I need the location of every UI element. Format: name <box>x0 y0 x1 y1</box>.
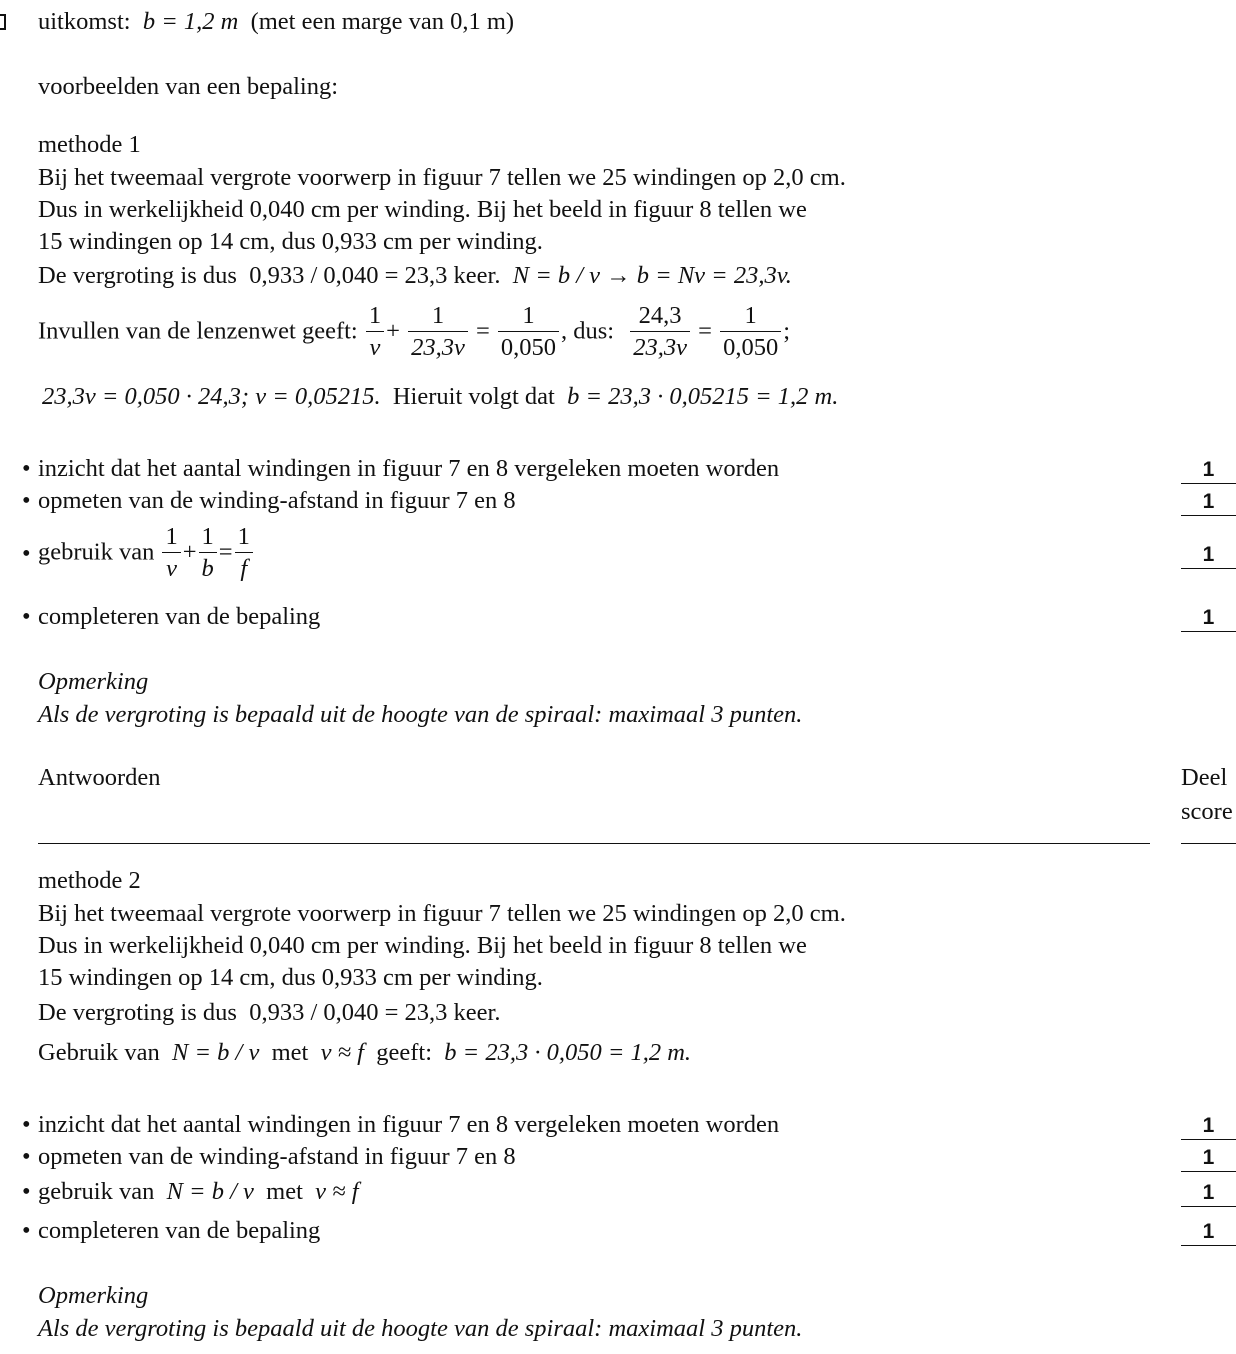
bullet: • <box>22 487 31 514</box>
score-value: 1 <box>1181 1115 1236 1140</box>
fraction: $\frac{1}{23,3v}$ <box>408 303 468 360</box>
fraction: $\frac{1}{b}$ <box>199 524 217 581</box>
method2-vergroting-line <box>38 1001 501 1026</box>
method1-line: 15 windingen op 14 cm, dus 0,933 cm per winding. <box>38 228 543 255</box>
method2-line: Dus in werkelijkheid 0,040 cm per winding. Bij het beeld in figuur 8 tellen we <box>38 932 807 959</box>
fraction: $\frac{24,3}{23,3v}$ <box>630 303 690 360</box>
score-value: 1 <box>1181 491 1236 516</box>
bullet: • <box>22 603 31 630</box>
method1-line: Bij het tweemaal vergrote voorwerp in figuur 7 tellen we 25 windingen op 2,0 cm. <box>38 164 846 191</box>
uitkomst-label: uitkomst: <box>38 8 131 35</box>
method2-line: Bij het tweemaal vergrote voorwerp in figuur 7 tellen we 25 windingen op 2,0 cm. <box>38 900 846 927</box>
fraction: $\frac{1}{v}$ <box>162 524 180 581</box>
criterion-text: opmeten van de winding-afstand in figuur 7 en 8 <box>38 487 516 514</box>
intro-text: voorbeelden van een bepaling: <box>38 73 339 100</box>
fraction: $\frac{1}{v}$ <box>366 303 384 360</box>
vergroting-text: De vergroting is dus <box>38 262 237 289</box>
bullet: • <box>22 455 31 482</box>
criterion-formula: N = b / v <box>166 1178 254 1205</box>
vergroting-text: De vergroting is dus <box>38 999 237 1026</box>
lenzenwet-line: Invullen van de lenzenwet geeft: $\frac{1}{v}$ + $\frac{1}{23,3v}$ = $\frac{1}{0,050}$ , dus: $\frac{24,3}{23,3v}$ = $\frac{1}{0,050}$ ; <box>38 302 790 361</box>
score-divider <box>1181 843 1236 844</box>
score-value: 1 <box>1181 544 1236 569</box>
met-text: met <box>266 1178 303 1205</box>
uitkomst-formula: b = 1,2 m <box>142 8 239 35</box>
criterion-prefix: gebruik van <box>38 538 155 566</box>
method2-line: 15 windingen op 14 cm, dus 0,933 cm per winding. <box>38 964 543 991</box>
criterion-text: completeren van de bepaling <box>38 603 321 630</box>
deel-header: Deel <box>1181 764 1228 791</box>
final-text: Hieruit volgt dat <box>392 383 555 410</box>
checkbox-marker <box>0 14 6 30</box>
method1-vergroting-line <box>38 264 792 289</box>
fraction: $\frac{1}{f}$ <box>235 524 253 581</box>
vergroting-calc: 0,933 / 0,040 = 23,3 keer. <box>249 999 501 1026</box>
criterion-text: inzicht dat het aantal windingen in figuur 7 en 8 vergeleken moeten worden <box>38 1111 780 1138</box>
score-value: 1 <box>1181 1182 1236 1207</box>
method2-gebruik-line <box>38 1041 691 1066</box>
uitkomst-line <box>38 10 514 35</box>
bullet: • <box>22 1178 31 1205</box>
fraction: $\frac{1}{0,050}$ <box>498 303 559 360</box>
antwoorden-header: Antwoorden <box>38 764 161 791</box>
bullet: • <box>22 1217 31 1244</box>
met-text: met <box>271 1039 309 1066</box>
criterion-text: inzicht dat het aantal windingen in figuur 7 en 8 vergeleken moeten worden <box>38 455 780 482</box>
criterion-prefix: gebruik van <box>38 1178 155 1205</box>
score-value: 1 <box>1181 607 1236 632</box>
remark-text: Als de vergroting is bepaald uit de hoogte van de spiraal: maximaal 3 punten. <box>38 1315 803 1342</box>
uitkomst-margin: (met een marge van 0,1 m) <box>250 8 515 35</box>
score-header: score <box>1181 798 1233 825</box>
method1-final-line <box>42 385 838 410</box>
remark-text: Als de vergroting is bepaald uit de hoogte van de spiraal: maximaal 3 punten. <box>38 701 803 728</box>
remark-title: Opmerking <box>38 1282 149 1309</box>
final-result: b = 23,3 · 0,05215 = 1,2 m. <box>567 383 839 410</box>
geeft-text: geeft: <box>376 1039 433 1066</box>
lenzenwet-text: Invullen van de lenzenwet geeft: <box>38 317 358 345</box>
method2-title: methode 2 <box>38 867 141 894</box>
bullet: • <box>22 1143 31 1170</box>
approx-formula: v ≈ f <box>320 1039 364 1066</box>
bullet: • <box>22 1111 31 1138</box>
approx-formula: v ≈ f <box>315 1178 359 1205</box>
bullet: • <box>22 540 31 567</box>
score-value: 1 <box>1181 459 1236 484</box>
score-value: 1 <box>1181 1147 1236 1172</box>
criterion-text: completeren van de bepaling <box>38 1217 321 1244</box>
gebruik-text: Gebruik van <box>38 1039 160 1066</box>
result-formula: b = 23,3 · 0,050 = 1,2 m. <box>444 1039 692 1066</box>
criterion-text: opmeten van de winding-afstand in figuur 7 en 8 <box>38 1143 516 1170</box>
score-value: 1 <box>1181 1221 1236 1246</box>
gebruik-formula: N = b / v <box>172 1039 260 1066</box>
header-divider <box>38 843 1150 844</box>
vergroting-formula: N = b / v → b = Nv = 23,3v. <box>512 262 792 289</box>
final-calc: 23,3v = 0,050 · 24,3; v = 0,05215. <box>42 383 381 410</box>
criterion-gebruik <box>38 1180 359 1205</box>
vergroting-calc: 0,933 / 0,040 = 23,3 keer. <box>249 262 501 289</box>
remark-title: Opmerking <box>38 668 149 695</box>
fraction: $\frac{1}{0,050}$ <box>720 303 781 360</box>
method1-title: methode 1 <box>38 131 141 158</box>
criterion-lenzenwet: gebruik van $\frac{1}{v}$ + $\frac{1}{b}$ = $\frac{1}{f}$ <box>38 524 255 581</box>
method1-line: Dus in werkelijkheid 0,040 cm per winding. Bij het beeld in figuur 8 tellen we <box>38 196 807 223</box>
